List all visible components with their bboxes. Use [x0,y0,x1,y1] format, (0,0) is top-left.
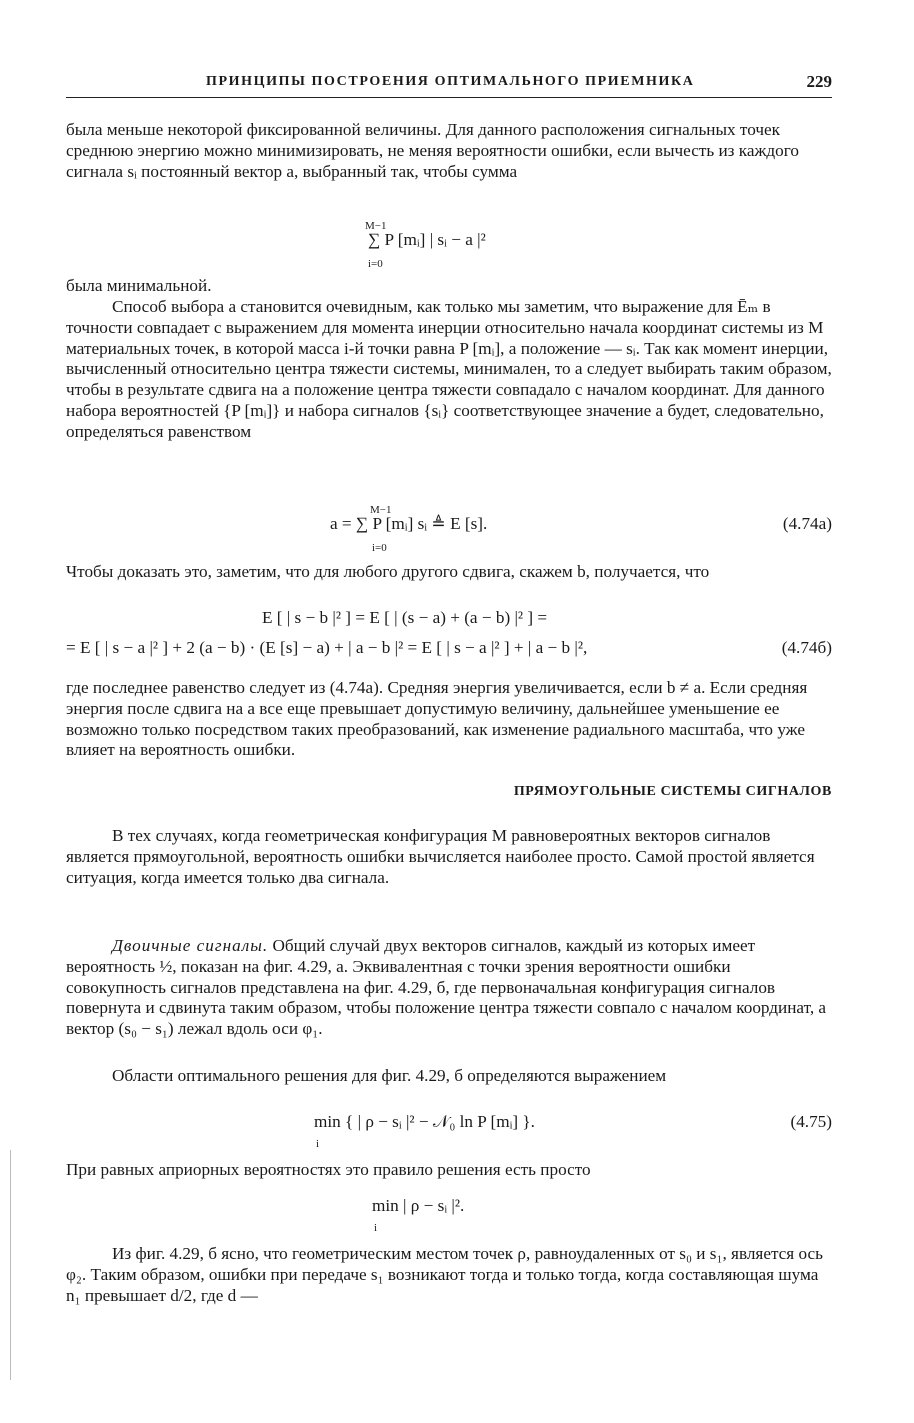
paragraph-7-title: Двоичные сигналы. [112,936,269,955]
equation-sum-lower: i=0 [368,258,383,270]
equation-sum: ∑ P [mᵢ] | sᵢ − a |² [368,230,486,249]
equation-474b-line1: E [ | s − b |² ] = E [ | (s − a) + (a − b) |² ] = [262,608,548,627]
equation-474a-upper: M−1 [370,504,392,516]
paragraph-2: была минимальной. [66,276,212,295]
page-number: 229 [806,72,832,91]
equation-sum-upper: M−1 [365,220,387,232]
paragraph-6: В тех случаях, когда геометрическая конфигурация M равновероятных векторов сигналов является прямоугольной, вероятность ошибки вычисляется наиболее просто. Самой простой является ситуация, когда имеется только два сигнала. [66,826,815,887]
equation-474a-lower: i=0 [372,542,387,554]
paragraph-9: При равных априорных вероятностях это правило решения есть просто [66,1160,591,1179]
paragraph-8: Области оптимального решения для фиг. 4.29, б определяются выражением [112,1066,667,1085]
running-header [66,72,832,96]
equation-min: min | ρ − sᵢ |². [372,1196,465,1215]
running-title: ПРИНЦИПЫ ПОСТРОЕНИЯ ОПТИМАЛЬНОГО ПРИЕМНИКА [206,74,695,89]
paragraph-7: Двоичные сигналы. Общий случай двух векторов сигналов, каждый из которых имеет вероятность ½, показан на фиг. 4.29, а. Эквивалентная с точки зрения вероятности ошибки совокупность сигналов представлена на фиг. 4.29, б, где первоначальная конфигурация сигналов повернута и сдвинута таким образом, чтобы положение центра тяжести совпало с началом координат, а вектор (s₀ − s₁) лежал вдоль оси φ₁. [66,936,827,1039]
equation-474b-line2: = E [ | s − a |² ] + 2 (a − b) · (E [s] − a) + | a − b |² = E [ | s − a |² ] + | a − b |², [66,638,588,657]
equation-475: min { | ρ − sᵢ |² − 𝒩₀ ln P [mᵢ] }. [314,1112,535,1131]
paragraph-3: Способ выбора a становится очевидным, как только мы заметим, что выражение для Ēₘ в точности совпадает с выражением для момента инерции относительно начала координат системы из M материальных точек, в которой масса i-й точки равна P [mᵢ], а положение — sᵢ. Так как момент инерции, вычисленный относительно центра тяжести системы, минимален, то a следует выбирать таким образом, чтобы в результате сдвига на a положение центра тяжести совпадало с началом координат. Для данного набора вероятностей {P [mᵢ]} и набора сигналов {sᵢ} соответствующее значение a будет, следовательно, определяться равенством [66,297,832,441]
section-heading: ПРЯМОУГОЛЬНЫЕ СИСТЕМЫ СИГНАЛОВ [513,784,832,799]
equation-475-number: (4.75) [790,1112,832,1131]
paragraph-4: Чтобы доказать это, заметим, что для любого другого сдвига, скажем b, получается, что [66,562,710,581]
equation-474a-number: (4.74a) [782,514,832,533]
paragraph-1: была меньше некоторой фиксированной величины. Для данного расположения сигнальных точек среднюю энергию можно минимизировать, не меняя вероятности ошибки, если вычесть из каждого сигнала sᵢ постоянный вектор a, выбранный так, чтобы сумма [66,120,799,181]
equation-474b-number: (4.74б) [781,638,832,657]
equation-min-sub: i [374,1222,378,1234]
header-rule [66,97,832,98]
paragraph-5: где последнее равенство следует из (4.74a). Средняя энергия увеличивается, если b ≠ a. Если средняя энергия после сдвига на a все еще превышает допустимую величину, дальнейшее уменьшение ее возможно только посредством таких преобразований, как изменение радиального масштаба, что уже влияет на вероятность ошибки. [66,678,808,760]
equation-474a: a = ∑ P [mᵢ] sᵢ ≜ E [s]. [330,514,488,533]
equation-475-sub: i [316,1138,320,1150]
paragraph-10: Из фиг. 4.29, б ясно, что геометрическим местом точек ρ, равноудаленных от s₀ и s₁, является ось φ₂. Таким образом, ошибки при передаче s₁ возникают тогда и только тогда, когда составляющая шума n₁ превышает d/2, где d — [66,1244,824,1305]
scan-margin-line [10,1150,11,1380]
